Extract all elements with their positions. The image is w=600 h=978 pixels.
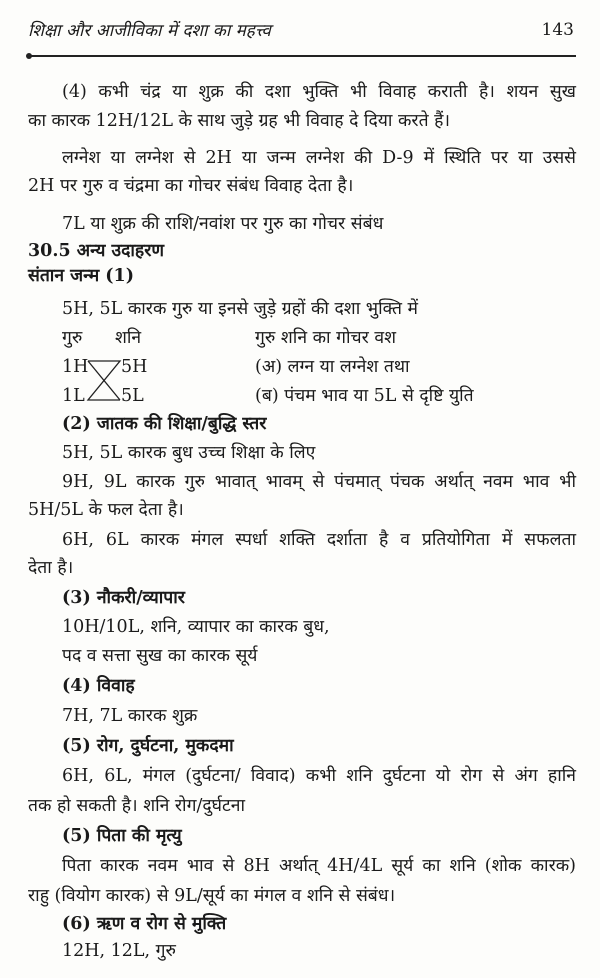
paragraph-line: देता है। bbox=[28, 558, 74, 578]
paragraph-line: 2H पर गुरु व चंद्रमा का गोचर संबंध विवाह देता है। bbox=[28, 176, 354, 196]
label-1l: 1L bbox=[62, 386, 85, 406]
option-b: (ब) पंचम भाव या 5L से दृष्टि युति bbox=[255, 386, 474, 406]
section-heading: 30.5 अन्य उदाहरण bbox=[28, 241, 165, 261]
paragraph-line: 6H, 6L कारक मंगल स्पर्धा शक्ति दर्शाता है व प्रतियोगिता में सफलता bbox=[62, 530, 576, 550]
label-1h: 1H bbox=[62, 357, 89, 377]
paragraph-line: 9H, 9L कारक गुरु भावात् भावम् से पंचमात् पंचक अर्थात् नवम भाव भी bbox=[62, 472, 576, 492]
page-number: 143 bbox=[541, 20, 574, 40]
label-guru: गुरु bbox=[62, 328, 83, 348]
paragraph-line: 6H, 6L, मंगल (दुर्घटना/ विवाद) कभी शनि दुर्घटना यो रोग से अंग हानि bbox=[62, 766, 576, 786]
subsection-heading: (5) पिता की मृत्यु bbox=[62, 826, 182, 846]
paragraph-line: का कारक 12H/12L के साथ जुड़े ग्रह भी विवाह दे दिया करते हैं। bbox=[28, 111, 451, 131]
subsection-heading: (2) जातक की शिक्षा/बुद्धि स्तर bbox=[62, 414, 267, 434]
paragraph-line: (4) कभी चंद्र या शुक्र की दशा भुक्ति भी विवाह कराती है। शयन सुख bbox=[62, 82, 576, 102]
header-rule bbox=[28, 55, 576, 57]
paragraph-line: पद व सत्ता सुख का कारक सूर्य bbox=[62, 646, 258, 666]
option-a: (अ) लग्न या लग्नेश तथा bbox=[255, 357, 410, 377]
paragraph-line: 5H, 5L कारक बुध उच्च शिक्षा के लिए bbox=[62, 443, 316, 463]
gochar-text: गुरु शनि का गोचर वश bbox=[255, 328, 396, 348]
running-header-title: शिक्षा और आजीविका में दशा का महत्त्व bbox=[28, 21, 271, 41]
paragraph-line: तक हो सकती है। शनि रोग/दुर्घटना bbox=[28, 796, 246, 816]
subsection-heading: (5) रोग, दुर्घटना, मुकदमा bbox=[62, 736, 234, 756]
paragraph-line: 10H/10L, शनि, व्यापार का कारक बुध, bbox=[62, 617, 330, 637]
paragraph-line: 5H/5L के फल देता है। bbox=[28, 500, 184, 520]
paragraph-line: 7L या शुक्र की राशि/नवांश पर गुरु का गोचर संबंध bbox=[62, 214, 384, 234]
label-shani: शनि bbox=[115, 328, 142, 348]
label-5l: 5L bbox=[121, 386, 144, 406]
subsection-heading: संतान जन्म (1) bbox=[28, 266, 134, 286]
subsection-heading: (3) नौकरी/व्यापार bbox=[62, 588, 185, 608]
paragraph-line: 5H, 5L कारक गुरु या इनसे जुड़े ग्रहों की दशा भुक्ति में bbox=[62, 299, 419, 319]
paragraph-line: लग्नेश या लग्नेश से 2H या जन्म लग्नेश की D-9 में स्थिति पर या उससे bbox=[62, 148, 576, 168]
label-5h: 5H bbox=[121, 357, 148, 377]
subsection-heading: (6) ऋण व रोग से मुक्ति bbox=[62, 914, 227, 934]
paragraph-line: 7H, 7L कारक शुक्र bbox=[62, 706, 198, 726]
paragraph-line: 12H, 12L, गुरु bbox=[62, 941, 176, 961]
cross-aspect-diagram bbox=[86, 355, 122, 403]
paragraph-line: राहु (वियोग कारक) से 9L/सूर्य का मंगल व शनि से संबंध। bbox=[28, 886, 396, 906]
subsection-heading: (4) विवाह bbox=[62, 676, 135, 696]
paragraph-line: पिता कारक नवम भाव से 8H अर्थात् 4H/4L सूर्य का शनि (शोक कारक) bbox=[62, 856, 576, 876]
